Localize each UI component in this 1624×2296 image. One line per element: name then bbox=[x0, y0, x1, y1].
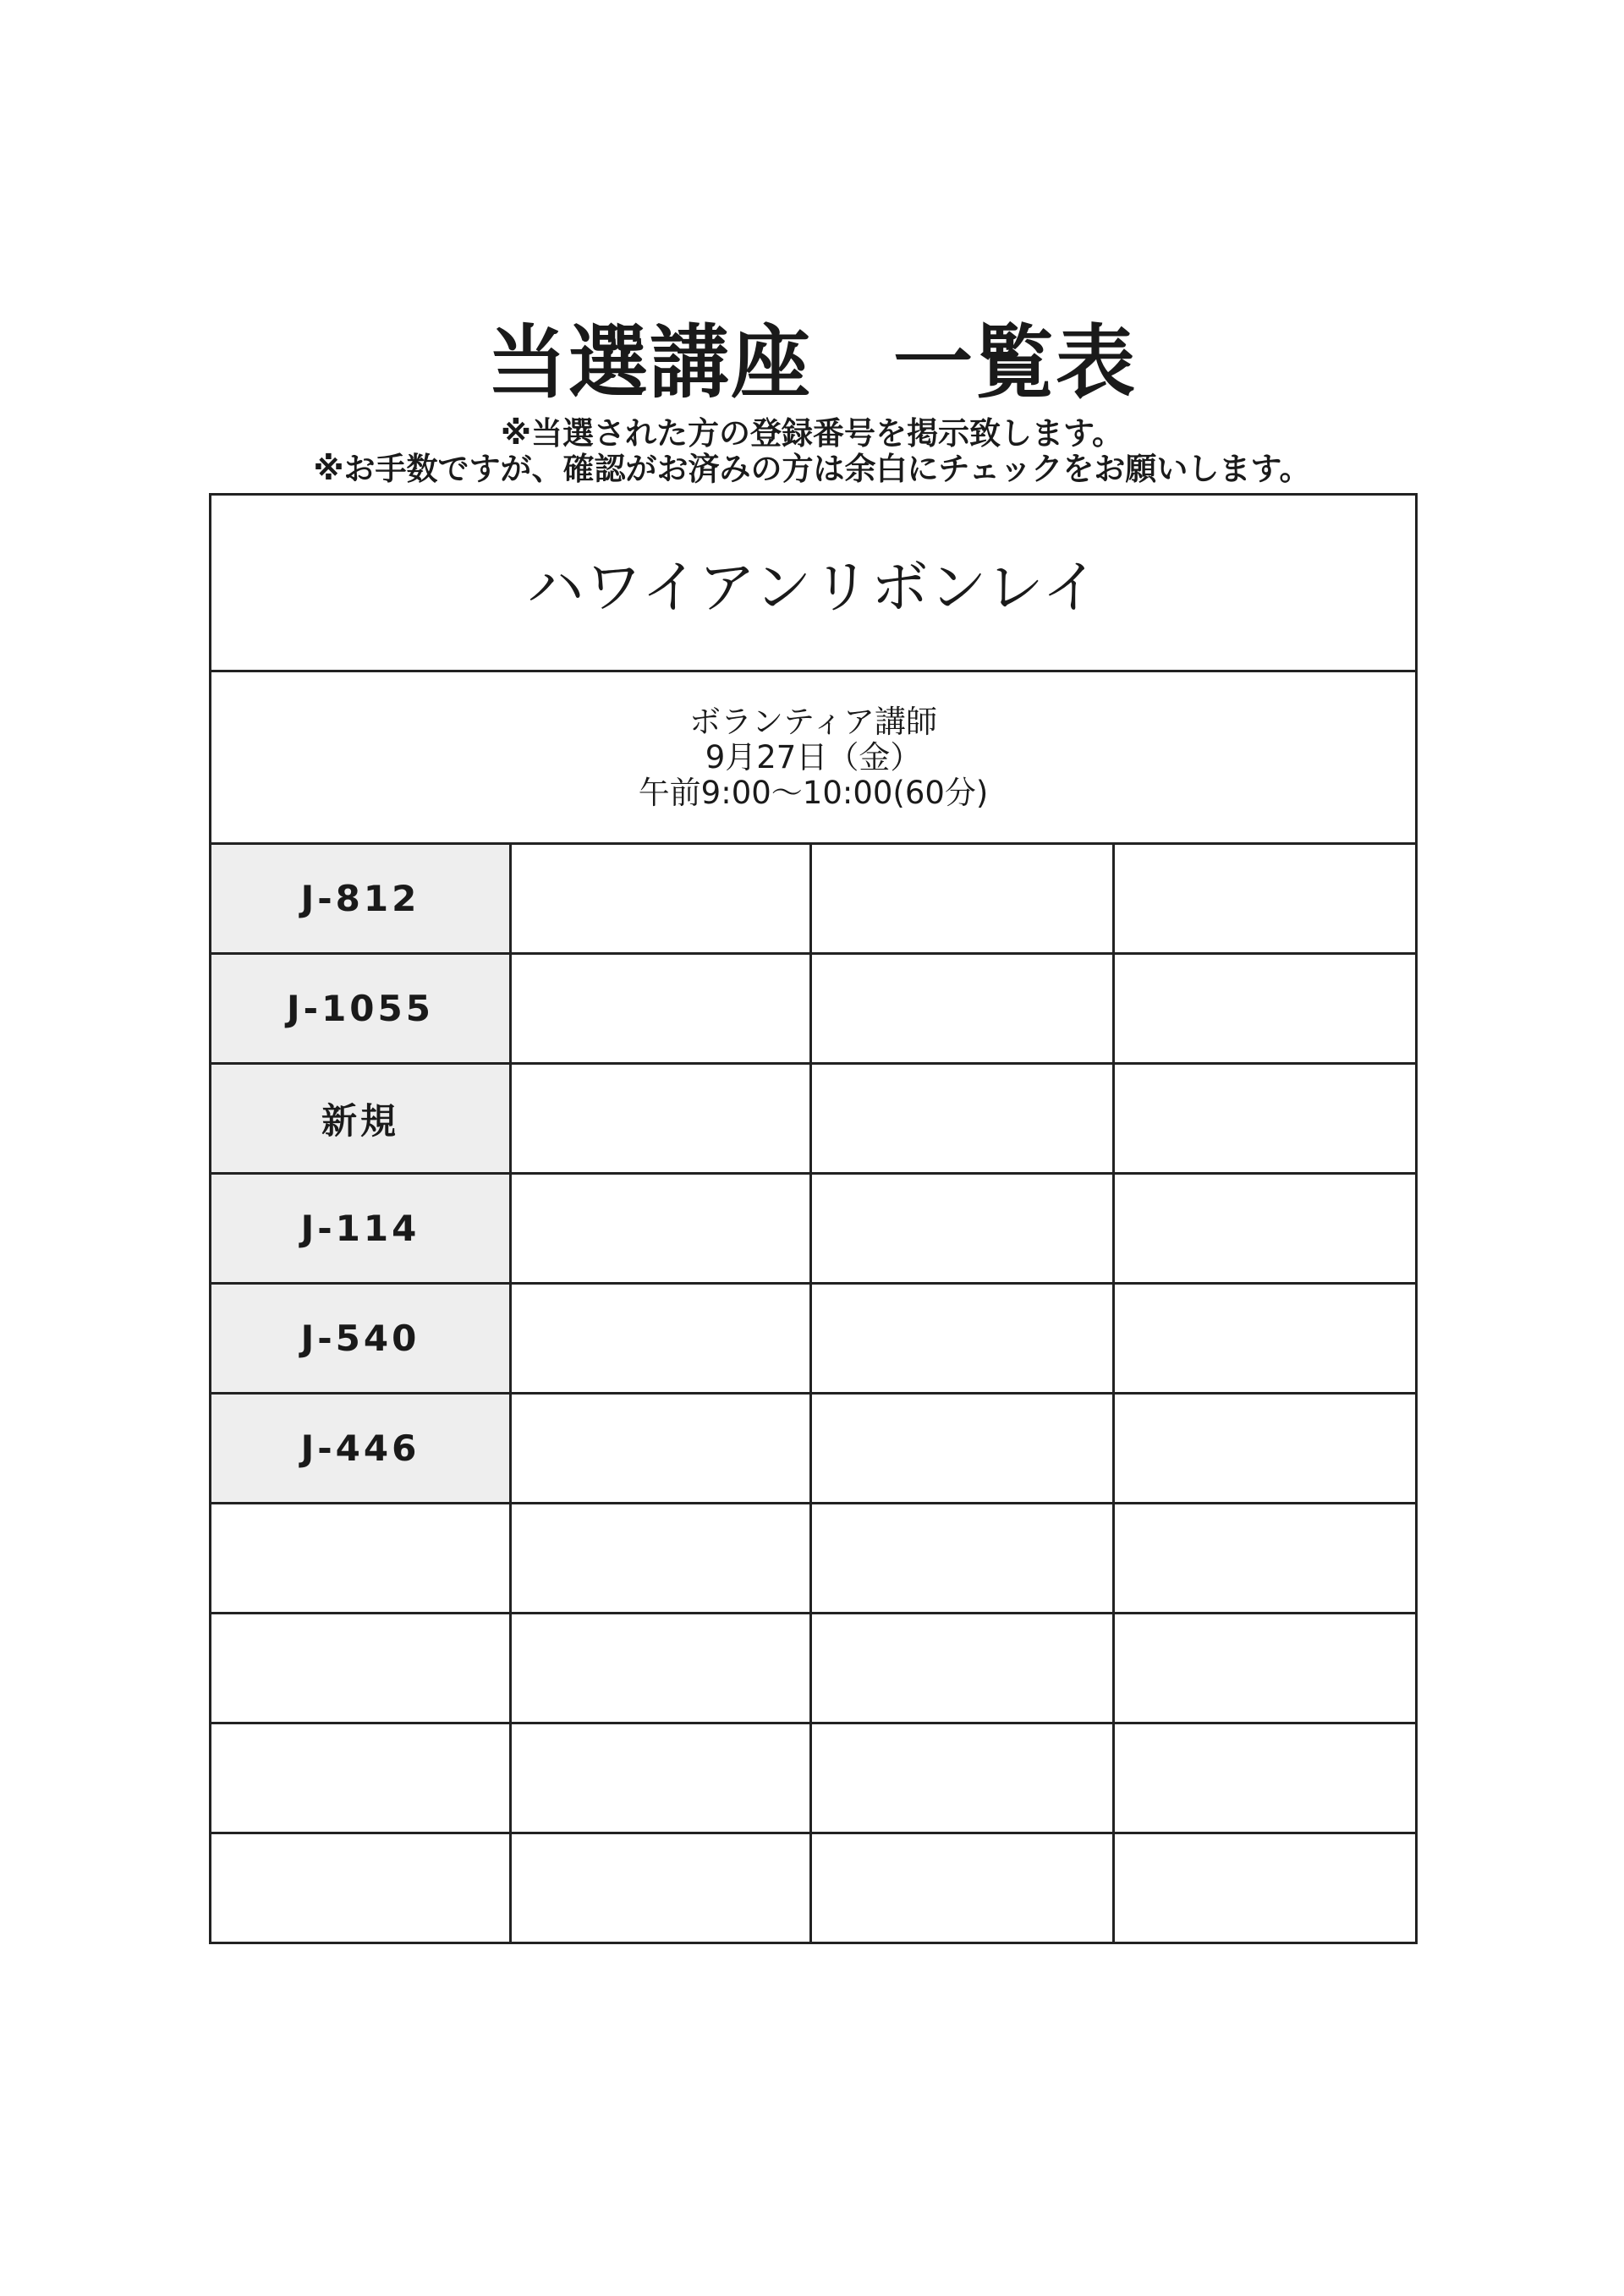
note-line: ※当選された方の登録番号を掲示致します。 bbox=[500, 415, 1123, 452]
check-cell bbox=[511, 1833, 811, 1943]
course-details bbox=[211, 671, 1417, 844]
check-cell bbox=[811, 1064, 1114, 1174]
registration-number: J-446 bbox=[211, 1394, 511, 1504]
check-cell bbox=[511, 1723, 811, 1833]
check-cell bbox=[511, 1064, 811, 1174]
table-row bbox=[211, 1723, 1417, 1833]
check-cell bbox=[811, 1174, 1114, 1284]
check-cell bbox=[1114, 1833, 1417, 1943]
page-title: 当選講座 一覧表 bbox=[486, 317, 1137, 409]
check-cell bbox=[811, 1614, 1114, 1723]
instructor: ボランティア講師 bbox=[689, 703, 938, 740]
registration-number: 新規 bbox=[211, 1064, 511, 1174]
course-name-row bbox=[211, 495, 1417, 671]
registration-number: J-1055 bbox=[211, 954, 511, 1064]
check-cell bbox=[1114, 1504, 1417, 1614]
check-cell bbox=[811, 1284, 1114, 1394]
check-cell bbox=[511, 954, 811, 1064]
check-cell bbox=[511, 1504, 811, 1614]
check-cell bbox=[1114, 1174, 1417, 1284]
empty-cell bbox=[211, 1614, 511, 1723]
registration-number: J-540 bbox=[211, 1284, 511, 1394]
check-cell bbox=[811, 1723, 1114, 1833]
table-row bbox=[211, 1064, 1417, 1174]
check-cell bbox=[811, 1394, 1114, 1504]
check-cell bbox=[511, 1394, 811, 1504]
registration-number: J-114 bbox=[211, 1174, 511, 1284]
course-time: 午前9:00～10:00(60分) bbox=[638, 774, 989, 811]
course-name: ハワイアンリボンレイ bbox=[211, 495, 1417, 671]
winners-table bbox=[209, 493, 1418, 1944]
table-row bbox=[211, 844, 1417, 954]
check-cell bbox=[1114, 1064, 1417, 1174]
check-cell bbox=[511, 844, 811, 954]
registration-number: J-812 bbox=[211, 844, 511, 954]
empty-cell bbox=[211, 1833, 511, 1943]
table-row bbox=[211, 954, 1417, 1064]
table-row bbox=[211, 1614, 1417, 1723]
check-cell bbox=[811, 844, 1114, 954]
table-row bbox=[211, 1394, 1417, 1504]
check-cell bbox=[1114, 844, 1417, 954]
check-cell bbox=[1114, 954, 1417, 1064]
table-row bbox=[211, 1284, 1417, 1394]
check-cell bbox=[511, 1614, 811, 1723]
table-row bbox=[211, 1504, 1417, 1614]
notes bbox=[0, 416, 1624, 487]
check-cell bbox=[1114, 1614, 1417, 1723]
empty-cell bbox=[211, 1723, 511, 1833]
check-cell bbox=[811, 954, 1114, 1064]
table-row bbox=[211, 1833, 1417, 1943]
note-line: ※お手数ですが、確認がお済みの方は余白にチェックをお願いします。 bbox=[313, 451, 1311, 487]
check-cell bbox=[511, 1284, 811, 1394]
course-details-row bbox=[211, 671, 1417, 844]
table-row bbox=[211, 1174, 1417, 1284]
check-cell bbox=[511, 1174, 811, 1284]
check-cell bbox=[811, 1833, 1114, 1943]
check-cell bbox=[1114, 1284, 1417, 1394]
check-cell bbox=[1114, 1723, 1417, 1833]
empty-cell bbox=[211, 1504, 511, 1614]
check-cell bbox=[811, 1504, 1114, 1614]
course-date: 9月27日（金） bbox=[705, 738, 922, 775]
check-cell bbox=[1114, 1394, 1417, 1504]
